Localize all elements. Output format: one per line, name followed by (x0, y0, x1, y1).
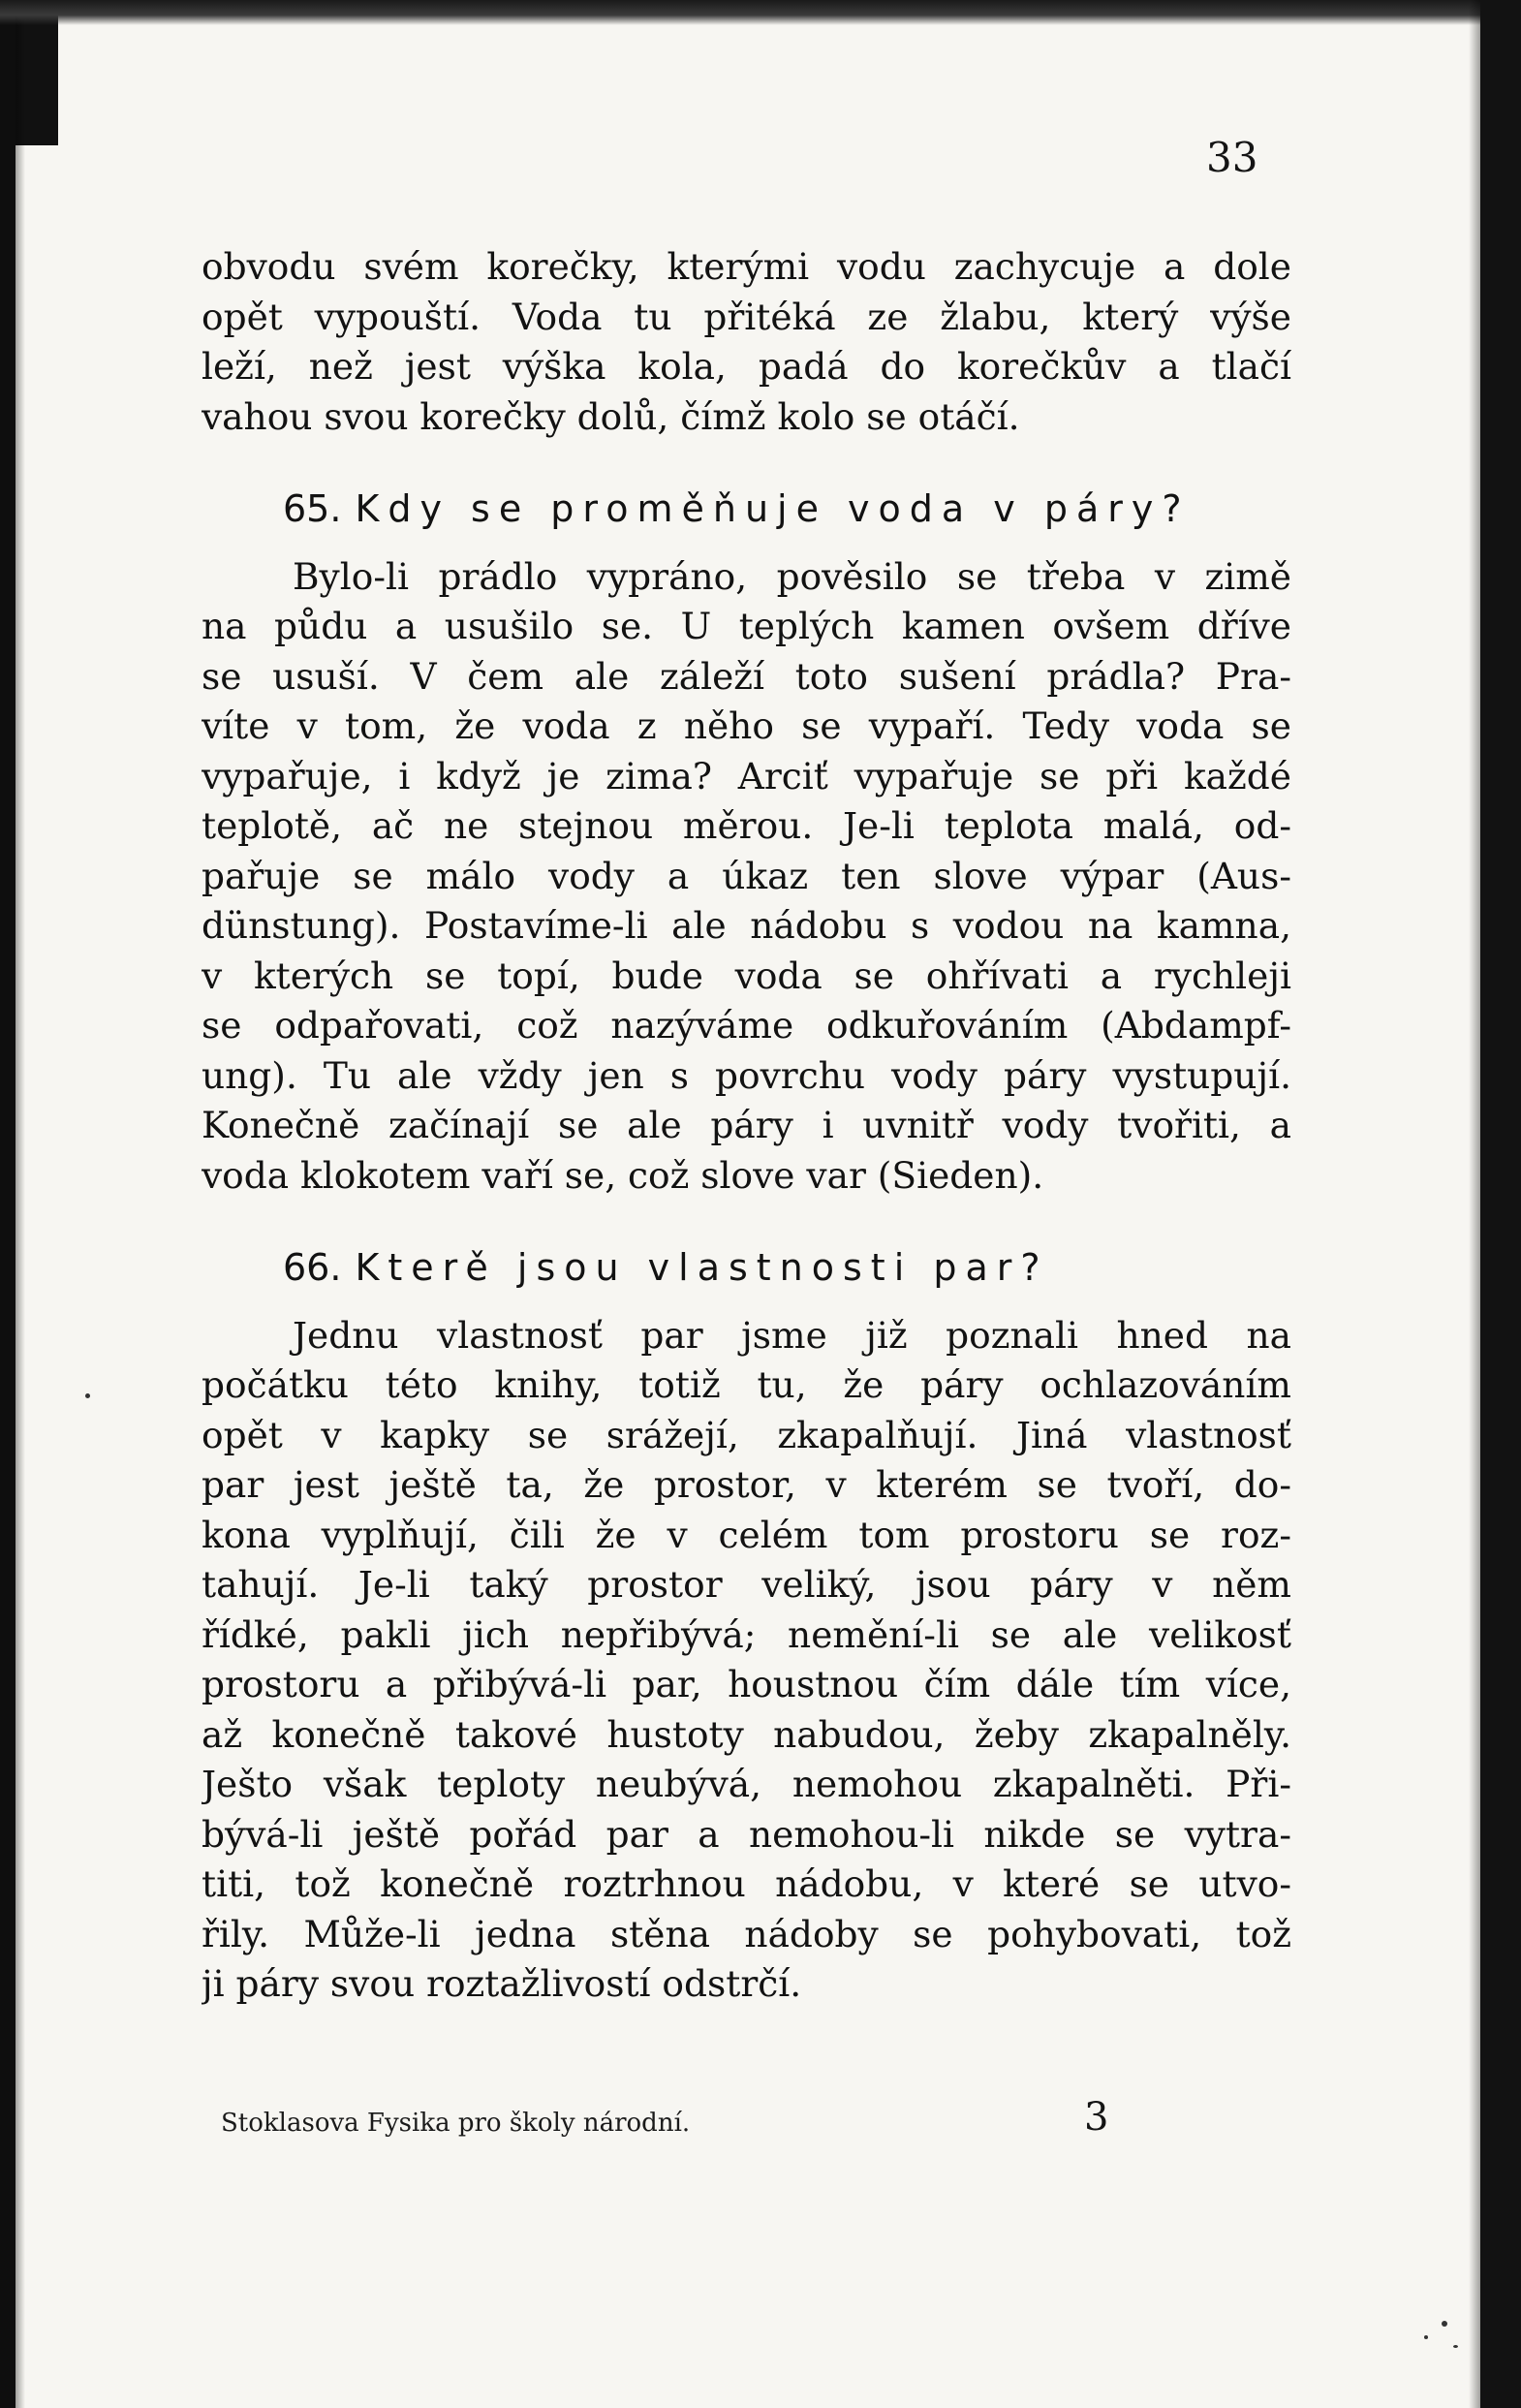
text-line: Konečně začínají se ale páry i uvnitř vody tvořiti, a (202, 1104, 1291, 1146)
text-line: ji páry svou roztažlivostí odstrčí. (202, 1962, 802, 2005)
text-line: pařuje se málo vody a úkaz ten slove výpar (Aus- (202, 854, 1291, 897)
top-edge (0, 0, 1521, 25)
text-line: dünstung). Postavíme-li ale nádobu s vodou na kamna, (202, 904, 1291, 947)
text-line: vahou svou korečky dolů, čímž kolo se otáčí. (202, 394, 1020, 438)
text-line: prostoru a přibývá-li par, houstnou čím dále tím více, (202, 1663, 1291, 1705)
page-number: 33 (1206, 134, 1258, 181)
text-line: se usuší. V čem ale záleží toto sušení prádla? Pra- (202, 654, 1291, 698)
text-line: bývá-li ještě pořád par a nemohou-li nikde se vytra- (202, 1812, 1291, 1856)
text-line: obvodu svém korečky, kterými vodu zachycuje a dole (202, 245, 1291, 288)
text-line: Bylo-li prádlo vypráno, pověsilo se třeba v zimě (293, 554, 1291, 598)
text-line: počátku této knihy, totiž tu, že páry ochlazováním (202, 1363, 1291, 1406)
binding-shadow (16, 0, 25, 2408)
text-line: tahují. Je-li taký prostor veliký, jsou páry v něm (202, 1563, 1291, 1606)
section-title: Kterě jsou vlastnosti par? (355, 1246, 1049, 1289)
section-number: 65. (283, 487, 342, 530)
right-edge (1480, 0, 1521, 2408)
text-line: se odpařovati, což nazýváme odkuřováním (Abdampf- (202, 1004, 1291, 1047)
section-title: Kdy se proměňuje voda v páry? (355, 487, 1191, 530)
text-line: až konečně takové hustoty nabudou, žeby zkapalněly. (202, 1712, 1291, 1756)
text-line: řídké, pakli jich nepřibývá; nemění-li se ale velikosť (202, 1612, 1291, 1656)
text-line: voda klokotem vaří se, což slove var (Sieden). (202, 1153, 1044, 1197)
paragraph (202, 242, 1291, 442)
text-line: vypařuje, i když je zima? Arciť vypařuje se při každé (202, 754, 1291, 797)
section-number: 66. (283, 1246, 342, 1289)
text-line: řily. Může-li jedna stěna nádoby se pohybovati, tož (202, 1912, 1291, 1955)
text-line: na půdu a usušilo se. U teplých kamen ovšem dříve (202, 605, 1291, 647)
text-line: víte v tom, že voda z něho se vypaří. Tedy voda se (202, 704, 1291, 747)
section-heading (202, 485, 1291, 535)
text-line: teplotě, ač ne stejnou měrou. Je-li teplota malá, od- (202, 804, 1291, 847)
right-edge-shadow (1469, 0, 1480, 2408)
footer-note: Stoklasova Fysika pro školy národní. (221, 2109, 691, 2138)
paragraph (202, 552, 1291, 1202)
section-heading (202, 1243, 1291, 1294)
text-line: kona vyplňují, čili že v celém tom prostoru se roz- (202, 1513, 1291, 1556)
text-line: Jednu vlastnosť par jsme již poznali hned na (293, 1313, 1291, 1357)
body-text (202, 242, 1291, 2010)
speck (1442, 2321, 1447, 2327)
text-line: ung). Tu ale vždy jen s povrchu vody páry vystupují. (202, 1053, 1291, 1097)
text-line: leží, než jest výška kola, padá do korečkův a tlačí (202, 345, 1291, 388)
binding-edge (0, 0, 16, 2408)
speck (1453, 2345, 1458, 2348)
text-line: par jest ještě ta, že prostor, v kterém se tvoří, do- (202, 1463, 1291, 1506)
text-line: titi, tož konečně roztrhnou nádobu, v které se utvo- (202, 1862, 1291, 1905)
text-line: opět vypouští. Voda tu přitéká ze žlabu, který výše (202, 295, 1291, 338)
paragraph (202, 1311, 1291, 2010)
text-line: Ješto však teploty neubývá, nemohou zkapalněti. Při- (202, 1763, 1291, 1805)
text-line: v kterých se topí, bude voda se ohřívati a rychleji (202, 954, 1291, 997)
signature-mark: 3 (1084, 2095, 1109, 2140)
speck (1424, 2335, 1428, 2339)
text-line: opět v kapky se srážejí, zkapalňují. Jiná vlastnosť (202, 1413, 1291, 1456)
speck (85, 1393, 90, 1398)
